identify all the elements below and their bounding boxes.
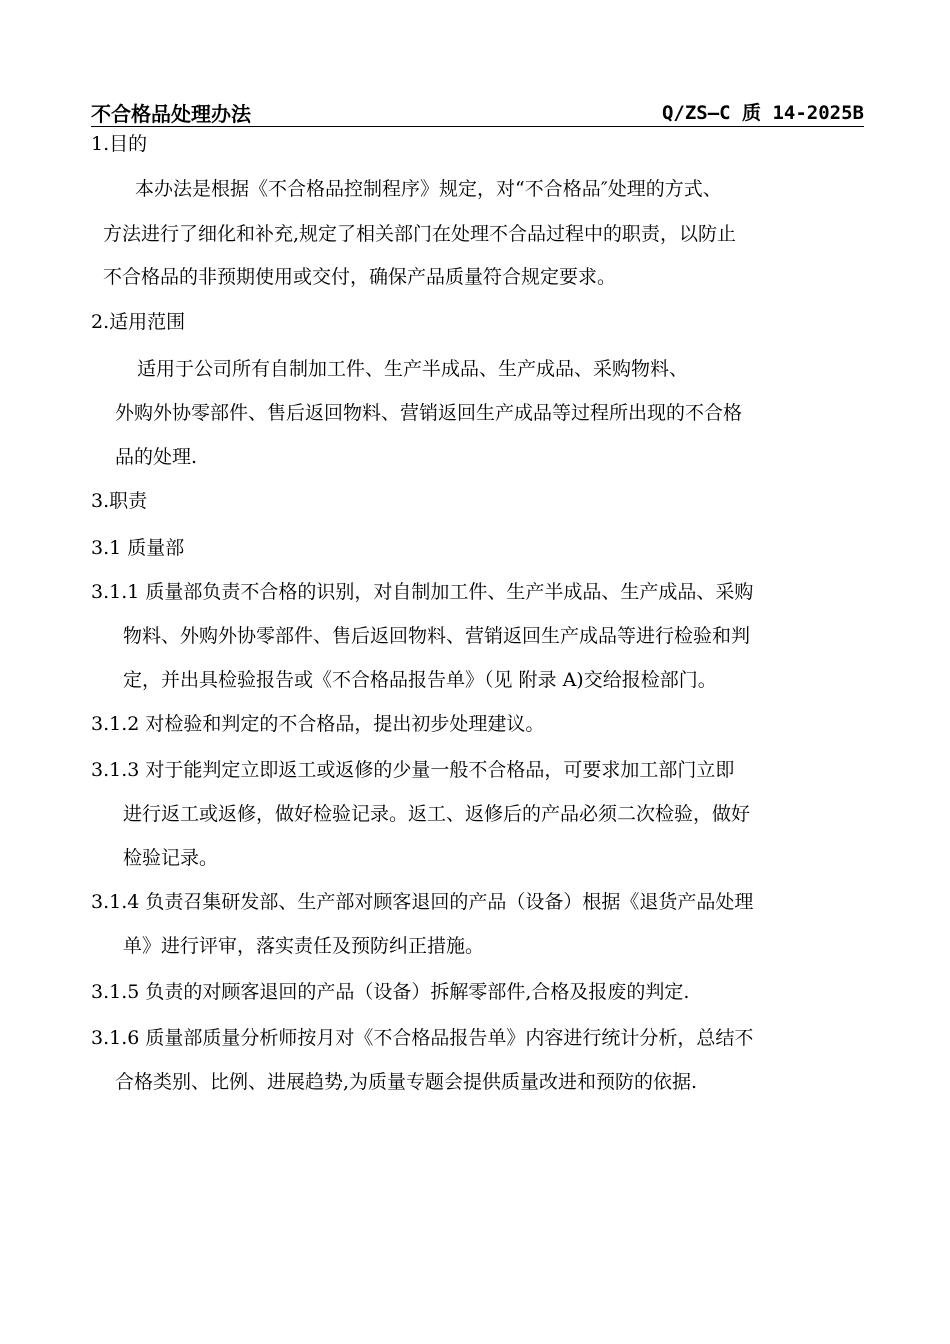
item-316-line-1: 3.1.6 质量部质量分析师按月对《不合格品报告单》内容进行统计分析，总结不 [91,1027,754,1049]
purpose-line-3: 不合格品的非预期使用或交付，确保产品质量符合规定要求。 [103,266,617,288]
subsection-heading-quality-dept: 3.1 质量部 [91,537,185,559]
item-313-line-3: 检验记录。 [123,847,219,869]
document-code: Q/ZS—C 质 14-2025B [661,102,864,124]
section-heading-purpose: 1.目的 [91,133,148,155]
item-313-line-1: 3.1.3 对于能判定立即返工或返修的少量一般不合格品，可要求加工部门立即 [91,759,735,781]
purpose-line-2: 方法进行了细化和补充,规定了相关部门在处理不合品过程中的职责，以防止 [103,223,737,245]
item-313-line-2: 进行返工或返修，做好检验记录。返工、返修后的产品必须二次检验，做好 [123,803,751,825]
scope-line-3: 品的处理. [115,446,198,468]
item-311-line-1: 3.1.1 质量部负责不合格的识别，对自制加工件、生产半成品、生产成品、采购 [91,581,754,603]
item-311-line-2: 物料、外购外协零部件、售后返回物料、营销返回生产成品等进行检验和判 [123,625,751,647]
page-header [91,96,864,127]
item-314-line-1: 3.1.4 负责召集研发部、生产部对顾客退回的产品（设备）根据《退货产品处理 [91,891,754,913]
item-316-line-2: 合格类别、比例、进展趋势,为质量专题会提供质量改进和预防的依据. [115,1071,698,1093]
item-311-line-3: 定，并出具检验报告或《不合格品报告单》（见 附录 A)交给报检部门。 [123,669,717,691]
item-315-line-1: 3.1.5 负责的对顾客退回的产品（设备）拆解零部件,合格及报废的判定. [91,981,690,1003]
item-312-line-1: 3.1.2 对检验和判定的不合格品，提出初步处理建议。 [91,713,545,735]
purpose-line-1: 本办法是根据《不合格品控制程序》规定，对“不合格品″处理的方式、 [135,178,722,200]
scope-line-2: 外购外协零部件、售后返回物料、营销返回生产成品等过程所出现的不合格 [115,402,743,424]
section-heading-responsibilities: 3.职责 [91,490,148,512]
section-heading-scope: 2.适用范围 [91,311,186,333]
scope-line-1: 适用于公司所有自制加工件、生产半成品、生产成品、采购物料、 [137,358,689,380]
item-314-line-2: 单》进行评审，落实责任及预防纠正措施。 [123,935,485,957]
document-title: 不合格品处理办法 [91,102,251,126]
